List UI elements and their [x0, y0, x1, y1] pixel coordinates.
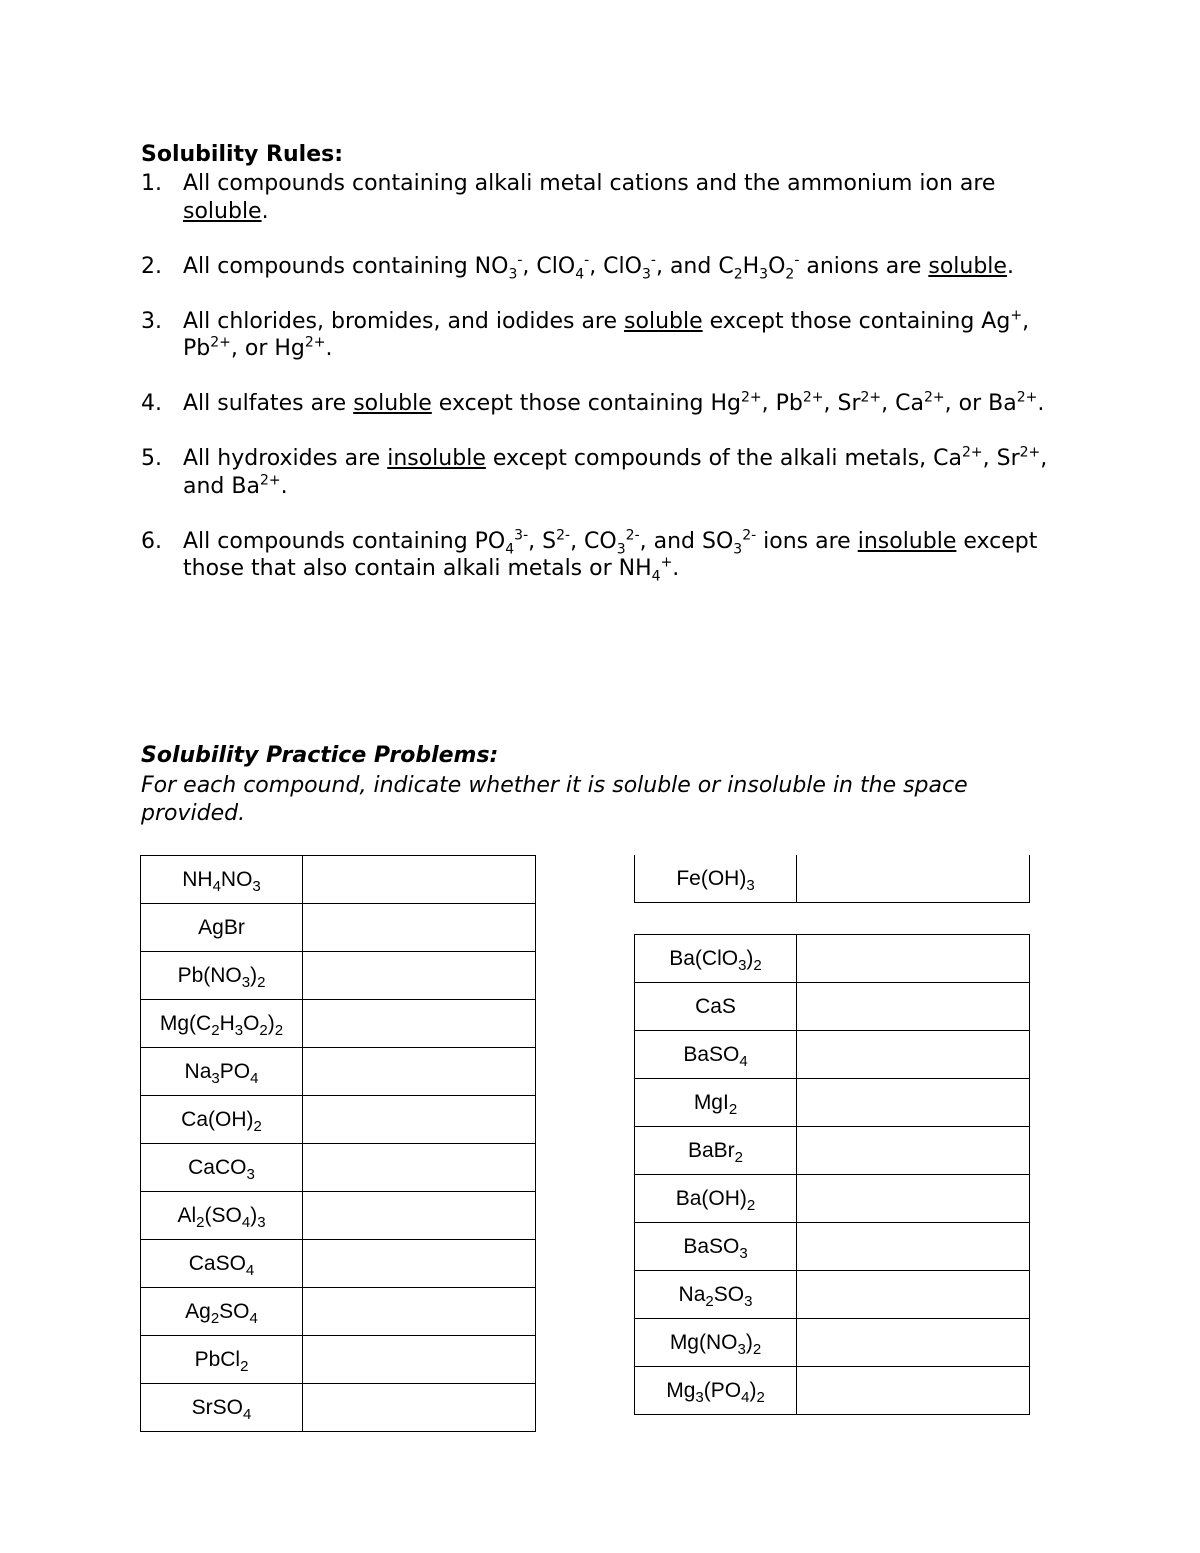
compound-cell — [635, 855, 797, 903]
formula-text: NH — [182, 867, 213, 891]
formula-text: SO — [219, 1299, 250, 1323]
rule-text: All chlorides, bromides, and iodides are — [183, 308, 625, 334]
answer-cell[interactable] — [303, 952, 536, 1000]
formula-subscript: 3 — [246, 1165, 255, 1183]
rule-3 — [141, 308, 1071, 363]
table-row — [141, 1192, 536, 1240]
superscript: 2+ — [1016, 389, 1038, 406]
superscript: 2+ — [860, 389, 882, 406]
rule-text: All hydroxides are — [183, 446, 388, 471]
formula-text: Al — [177, 1203, 197, 1227]
compound-table-right — [634, 934, 1030, 1415]
formula-text: CaCO — [188, 1155, 247, 1179]
answer-cell[interactable] — [303, 1000, 536, 1048]
rule-text: All sulfates are — [183, 391, 354, 416]
formula-text: Mg(C — [159, 1011, 212, 1035]
rule-5 — [141, 445, 1071, 500]
rule-text: All compounds containing NO — [183, 253, 509, 279]
rule-text: , and SO — [639, 528, 734, 554]
formula-subscript: 2 — [257, 973, 266, 991]
formula-text: O — [243, 1011, 260, 1035]
formula-subscript: 2 — [211, 1021, 220, 1039]
formula-text: Ba(ClO — [669, 946, 739, 970]
superscript: 2+ — [923, 389, 945, 406]
answer-cell[interactable] — [303, 856, 536, 904]
formula-text: Ba(OH) — [675, 1186, 747, 1210]
compound-cell — [635, 1271, 797, 1319]
answer-cell[interactable] — [797, 1031, 1030, 1079]
formula-text: SrSO — [191, 1395, 243, 1419]
rule-text: , and Ba — [183, 446, 1048, 499]
answer-cell[interactable] — [797, 1079, 1030, 1127]
compound-cell — [141, 856, 303, 904]
compound-cell — [141, 1384, 303, 1432]
subscript: 3 — [616, 540, 626, 557]
solubility-rules-list — [141, 170, 1071, 610]
formula-text: PbCl — [194, 1347, 241, 1371]
solubility-rules-heading: Solubility Rules: — [141, 142, 344, 167]
superscript: + — [660, 554, 673, 571]
rule-4 — [141, 390, 1071, 418]
superscript: 2- — [742, 527, 757, 544]
rule-2 — [141, 253, 1071, 281]
answer-cell[interactable] — [797, 1223, 1030, 1271]
answer-cell[interactable] — [797, 1319, 1030, 1367]
compound-cell — [141, 1144, 303, 1192]
superscript: 2+ — [1019, 444, 1041, 461]
superscript: - — [517, 252, 523, 269]
formula-text: (SO — [204, 1203, 242, 1227]
rule-text: , Pb — [761, 391, 803, 416]
compound-cell — [635, 1367, 797, 1415]
compound-cell — [141, 1288, 303, 1336]
table-row — [141, 1144, 536, 1192]
formula-text: Mg(NO — [669, 1330, 738, 1354]
formula-subscript: 3 — [737, 1340, 746, 1358]
compound-table-left — [140, 855, 536, 1432]
practice-problems-heading: Solubility Practice Problems: — [141, 743, 499, 768]
subscript: 3 — [759, 265, 769, 282]
formula-subscript: 2 — [753, 956, 762, 974]
formula-subscript: 3 — [252, 877, 261, 895]
table-row — [141, 1000, 536, 1048]
formula-text: Ag — [185, 1299, 211, 1323]
table-row — [141, 1240, 536, 1288]
formula-subscript: 3 — [746, 876, 755, 894]
table-row — [635, 1031, 1030, 1079]
answer-cell[interactable] — [303, 1144, 536, 1192]
formula-text: BaSO — [683, 1042, 740, 1066]
formula-subscript: 3 — [211, 1069, 220, 1087]
rule-text: All compounds containing alkali metal cations and the ammonium ion are — [183, 171, 996, 196]
answer-cell[interactable] — [797, 1127, 1030, 1175]
formula-subscript: 4 — [741, 1388, 750, 1406]
formula-subscript: 3 — [744, 1292, 753, 1310]
formula-text: CaS — [695, 994, 736, 1018]
formula-subscript: 2 — [752, 1340, 762, 1358]
superscript: 2- — [625, 527, 640, 544]
rule-keyword: soluble — [183, 198, 262, 224]
compound-cell — [141, 952, 303, 1000]
rule-text: , ClO — [589, 253, 642, 279]
compound-cell — [635, 1031, 797, 1079]
rule-text: O — [768, 253, 786, 279]
table-row — [635, 1271, 1030, 1319]
compound-cell — [635, 1223, 797, 1271]
formula-text: Pb(NO — [177, 963, 242, 987]
formula-subscript: 2 — [274, 1021, 284, 1039]
rule-number: 2. — [141, 253, 162, 279]
table-row — [635, 983, 1030, 1031]
answer-cell[interactable] — [797, 1271, 1030, 1319]
formula-text: NO — [220, 867, 253, 891]
rule-text: All compounds containing PO — [183, 528, 506, 554]
rule-text: , Sr — [823, 391, 861, 416]
formula-text: (PO — [703, 1378, 742, 1402]
superscript: 2+ — [962, 444, 983, 461]
answer-cell[interactable] — [303, 904, 536, 952]
formula-subscript: 4 — [243, 1405, 252, 1423]
subscript: 4 — [575, 265, 585, 282]
compound-cell — [141, 1336, 303, 1384]
superscript: 2+ — [210, 334, 231, 351]
answer-cell[interactable] — [797, 935, 1030, 983]
formula-text: Mg — [666, 1378, 696, 1402]
table-row — [141, 1288, 536, 1336]
formula-text: BaSO — [683, 1234, 740, 1258]
superscript: - — [650, 252, 656, 269]
formula-text: ) — [250, 963, 258, 987]
formula-subscript: 2 — [253, 1117, 262, 1135]
rule-text: , Sr — [982, 446, 1020, 471]
answer-cell[interactable] — [303, 1288, 536, 1336]
formula-text: ) — [749, 1378, 757, 1402]
table-row — [141, 1096, 536, 1144]
rule-text: . — [280, 473, 288, 499]
table-row — [635, 935, 1030, 983]
table-row — [635, 855, 1030, 903]
superscript: 2+ — [741, 389, 762, 406]
subscript: 2 — [785, 265, 795, 282]
formula-text: Na — [184, 1059, 212, 1083]
answer-cell[interactable] — [797, 855, 1030, 903]
table-row — [635, 1367, 1030, 1415]
formula-subscript: 4 — [250, 1069, 259, 1087]
rule-text: . — [1037, 391, 1045, 416]
answer-cell[interactable] — [303, 1240, 536, 1288]
formula-subscript: 4 — [245, 1261, 255, 1279]
rule-keyword: soluble — [928, 253, 1007, 279]
formula-text: ) — [745, 1330, 753, 1354]
table-row — [141, 904, 536, 952]
subscript: 3 — [508, 265, 518, 282]
compound-cell — [635, 1319, 797, 1367]
rule-text: anions are — [799, 253, 929, 279]
rule-number: 6. — [141, 528, 162, 554]
rule-keyword: insoluble — [387, 446, 486, 471]
superscript: - — [584, 252, 590, 269]
formula-subscript: 2 — [259, 1021, 268, 1039]
answer-cell[interactable] — [797, 1175, 1030, 1223]
rule-keyword: insoluble — [857, 528, 957, 554]
rule-keyword: soluble — [353, 391, 432, 416]
superscript: + — [1010, 307, 1023, 324]
formula-text: PO — [219, 1059, 251, 1083]
formula-text: Na — [678, 1282, 706, 1306]
formula-subscript: 2 — [705, 1292, 714, 1310]
table-row — [635, 1127, 1030, 1175]
practice-instructions: For each compound, indicate whether it is soluble or insoluble in the space provided. — [141, 773, 968, 826]
subscript: 4 — [505, 540, 515, 557]
rule-text: except those containing Ag — [702, 308, 1011, 334]
rule-6 — [141, 528, 1071, 583]
answer-cell[interactable] — [303, 1336, 536, 1384]
formula-subscript: 4 — [249, 1309, 258, 1327]
table-row — [141, 1384, 536, 1432]
formula-subscript: 3 — [739, 1244, 748, 1262]
rule-text: ions are — [756, 528, 858, 554]
rule-text: , and C — [655, 253, 734, 279]
rule-text: . — [261, 198, 269, 224]
compound-cell — [141, 1240, 303, 1288]
formula-subscript: 2 — [728, 1100, 738, 1118]
superscript: 2+ — [802, 389, 824, 406]
rule-text: , Pb — [183, 308, 1030, 361]
rule-keyword: soluble — [624, 308, 703, 334]
answer-cell[interactable] — [303, 1096, 536, 1144]
formula-subscript: 2 — [196, 1213, 205, 1231]
subscript: 3 — [733, 540, 743, 557]
compound-cell — [635, 1079, 797, 1127]
table-row — [635, 1319, 1030, 1367]
formula-text: ) — [746, 946, 754, 970]
table-row — [141, 1048, 536, 1096]
compound-cell — [635, 1175, 797, 1223]
formula-text: H — [219, 1011, 235, 1035]
rule-text: , CO — [570, 528, 617, 554]
rule-text: except those containing Hg — [431, 391, 741, 416]
answer-cell[interactable] — [303, 1192, 536, 1240]
compound-cell — [141, 1048, 303, 1096]
rule-text: , Ca — [881, 391, 924, 416]
formula-subscript: 3 — [241, 973, 251, 991]
compound-cell — [141, 1000, 303, 1048]
table-row — [635, 1175, 1030, 1223]
formula-subscript: 2 — [734, 1148, 744, 1166]
rule-text: , ClO — [522, 253, 576, 279]
rule-text: , or Ba — [944, 391, 1017, 416]
formula-subscript: 2 — [240, 1357, 249, 1375]
table-row — [141, 856, 536, 904]
formula-text: BaBr — [687, 1138, 735, 1162]
compound-cell — [635, 983, 797, 1031]
formula-text: Ca(OH) — [181, 1107, 254, 1131]
answer-cell[interactable] — [303, 1384, 536, 1432]
formula-subscript: 2 — [756, 1388, 765, 1406]
compound-cell — [141, 1096, 303, 1144]
rule-text: , S — [528, 528, 557, 554]
formula-subscript: 3 — [234, 1021, 244, 1039]
subscript: 4 — [651, 568, 661, 585]
rule-number: 4. — [141, 391, 162, 416]
rule-text: . — [1006, 253, 1014, 279]
compound-table-top-right — [634, 855, 1030, 903]
subscript: 2 — [733, 265, 743, 282]
compound-cell — [141, 1192, 303, 1240]
rule-number: 1. — [141, 171, 162, 196]
formula-subscript: 2 — [746, 1196, 756, 1214]
formula-subscript: 4 — [241, 1213, 251, 1231]
formula-subscript: 2 — [210, 1309, 220, 1327]
formula-text: MgI — [693, 1090, 729, 1114]
formula-subscript: 3 — [738, 956, 747, 974]
superscript: 2+ — [259, 472, 281, 489]
table-row — [141, 1336, 536, 1384]
answer-cell[interactable] — [303, 1048, 536, 1096]
table-row — [635, 1223, 1030, 1271]
formula-text: AgBr — [198, 915, 245, 939]
superscript: - — [794, 252, 800, 269]
table-row — [141, 952, 536, 1000]
formula-text: CaSO — [188, 1251, 246, 1275]
rule-number: 5. — [141, 446, 162, 471]
rule-text: . — [325, 336, 333, 361]
rule-text: , or Hg — [230, 336, 305, 361]
compound-cell — [141, 904, 303, 952]
rule-text: except compounds of the alkali metals, Ca — [485, 446, 962, 471]
superscript: 2- — [556, 527, 571, 544]
compound-cell — [635, 1127, 797, 1175]
rule-text: . — [672, 556, 680, 581]
formula-subscript: 4 — [212, 877, 221, 895]
rule-number: 3. — [141, 308, 162, 334]
answer-cell[interactable] — [797, 1367, 1030, 1415]
formula-text: ) — [267, 1011, 275, 1035]
formula-subscript: 4 — [739, 1052, 748, 1070]
answer-cell[interactable] — [797, 983, 1030, 1031]
formula-subscript: 3 — [257, 1213, 266, 1231]
rule-text: except those that also contain alkali metals or NH — [183, 528, 1038, 581]
superscript: 3- — [514, 527, 529, 544]
superscript: 2+ — [304, 334, 326, 351]
formula-text: Fe(OH) — [676, 866, 747, 890]
compound-cell — [635, 935, 797, 983]
formula-text: ) — [250, 1203, 258, 1227]
table-row — [635, 1079, 1030, 1127]
formula-text: SO — [713, 1282, 745, 1306]
rule-text: H — [742, 253, 760, 279]
subscript: 3 — [641, 265, 651, 282]
formula-subscript: 3 — [695, 1388, 704, 1406]
rule-1 — [141, 170, 1071, 225]
